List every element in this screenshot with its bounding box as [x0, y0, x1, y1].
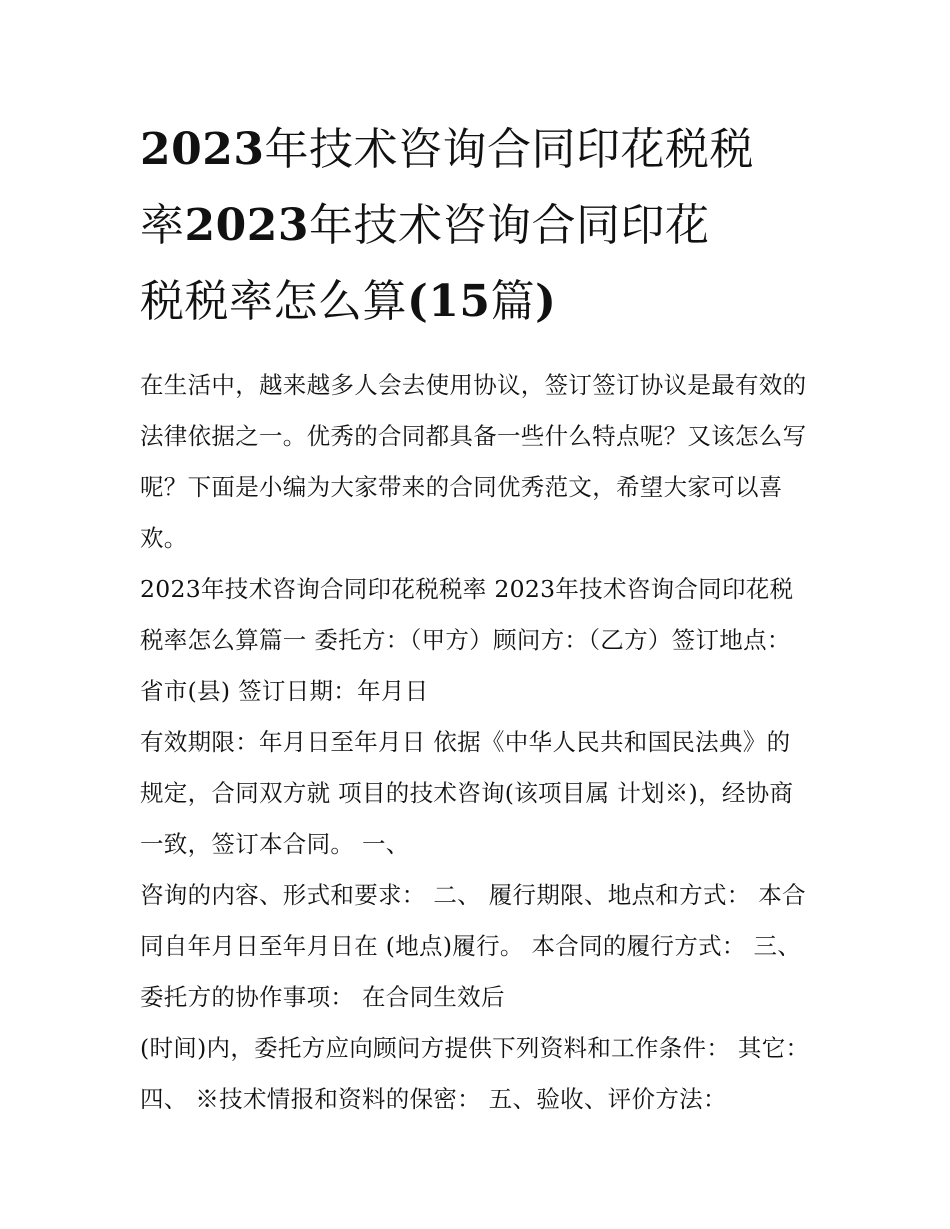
- document-body: [140, 360, 812, 1125]
- document-title: [140, 112, 812, 340]
- title-line-2: 率2023年技术咨询合同印花: [140, 200, 710, 251]
- title-line-3: 税税率怎么算(15篇): [140, 276, 557, 327]
- body-paragraph: 咨询的内容、形式和要求： 二、 履行期限、地点和方式： 本合同自年月日至年月日在 (地点)履行。 本合同的履行方式： 三、 委托方的协作事项： 在合同生效后: [140, 881, 806, 1011]
- body-paragraph: (时间)内，委托方应向顾问方提供下列资料和工作条件： 其它： 四、 ※技术情报和资料的保密： 五、验收、评价方法：: [140, 1034, 810, 1113]
- body-paragraph: 2023年技术咨询合同印花税税率 2023年技术咨询合同印花税税率怎么算篇一 委托方：（甲方）顾问方：（乙方）签订地点：省市(县) 签订日期：年月日: [140, 575, 794, 705]
- title-line-1: 2023年技术咨询合同印花税税: [140, 124, 754, 175]
- body-paragraph: 有效期限：年月日至年月日 依据《中华人民共和国民法典》的规定，合同双方就 项目的技术咨询(该项目属 计划※)，经协商一致，签订本合同。 一、: [140, 728, 794, 858]
- intro-paragraph: 在生活中，越来越多人会去使用协议，签订签订协议是最有效的法律依据之一。优秀的合同都具备一些什么特点呢？又该怎么写呢？下面是小编为大家带来的合同优秀范文，希望大家可以喜欢。: [140, 371, 807, 552]
- document-page: [140, 112, 812, 1125]
